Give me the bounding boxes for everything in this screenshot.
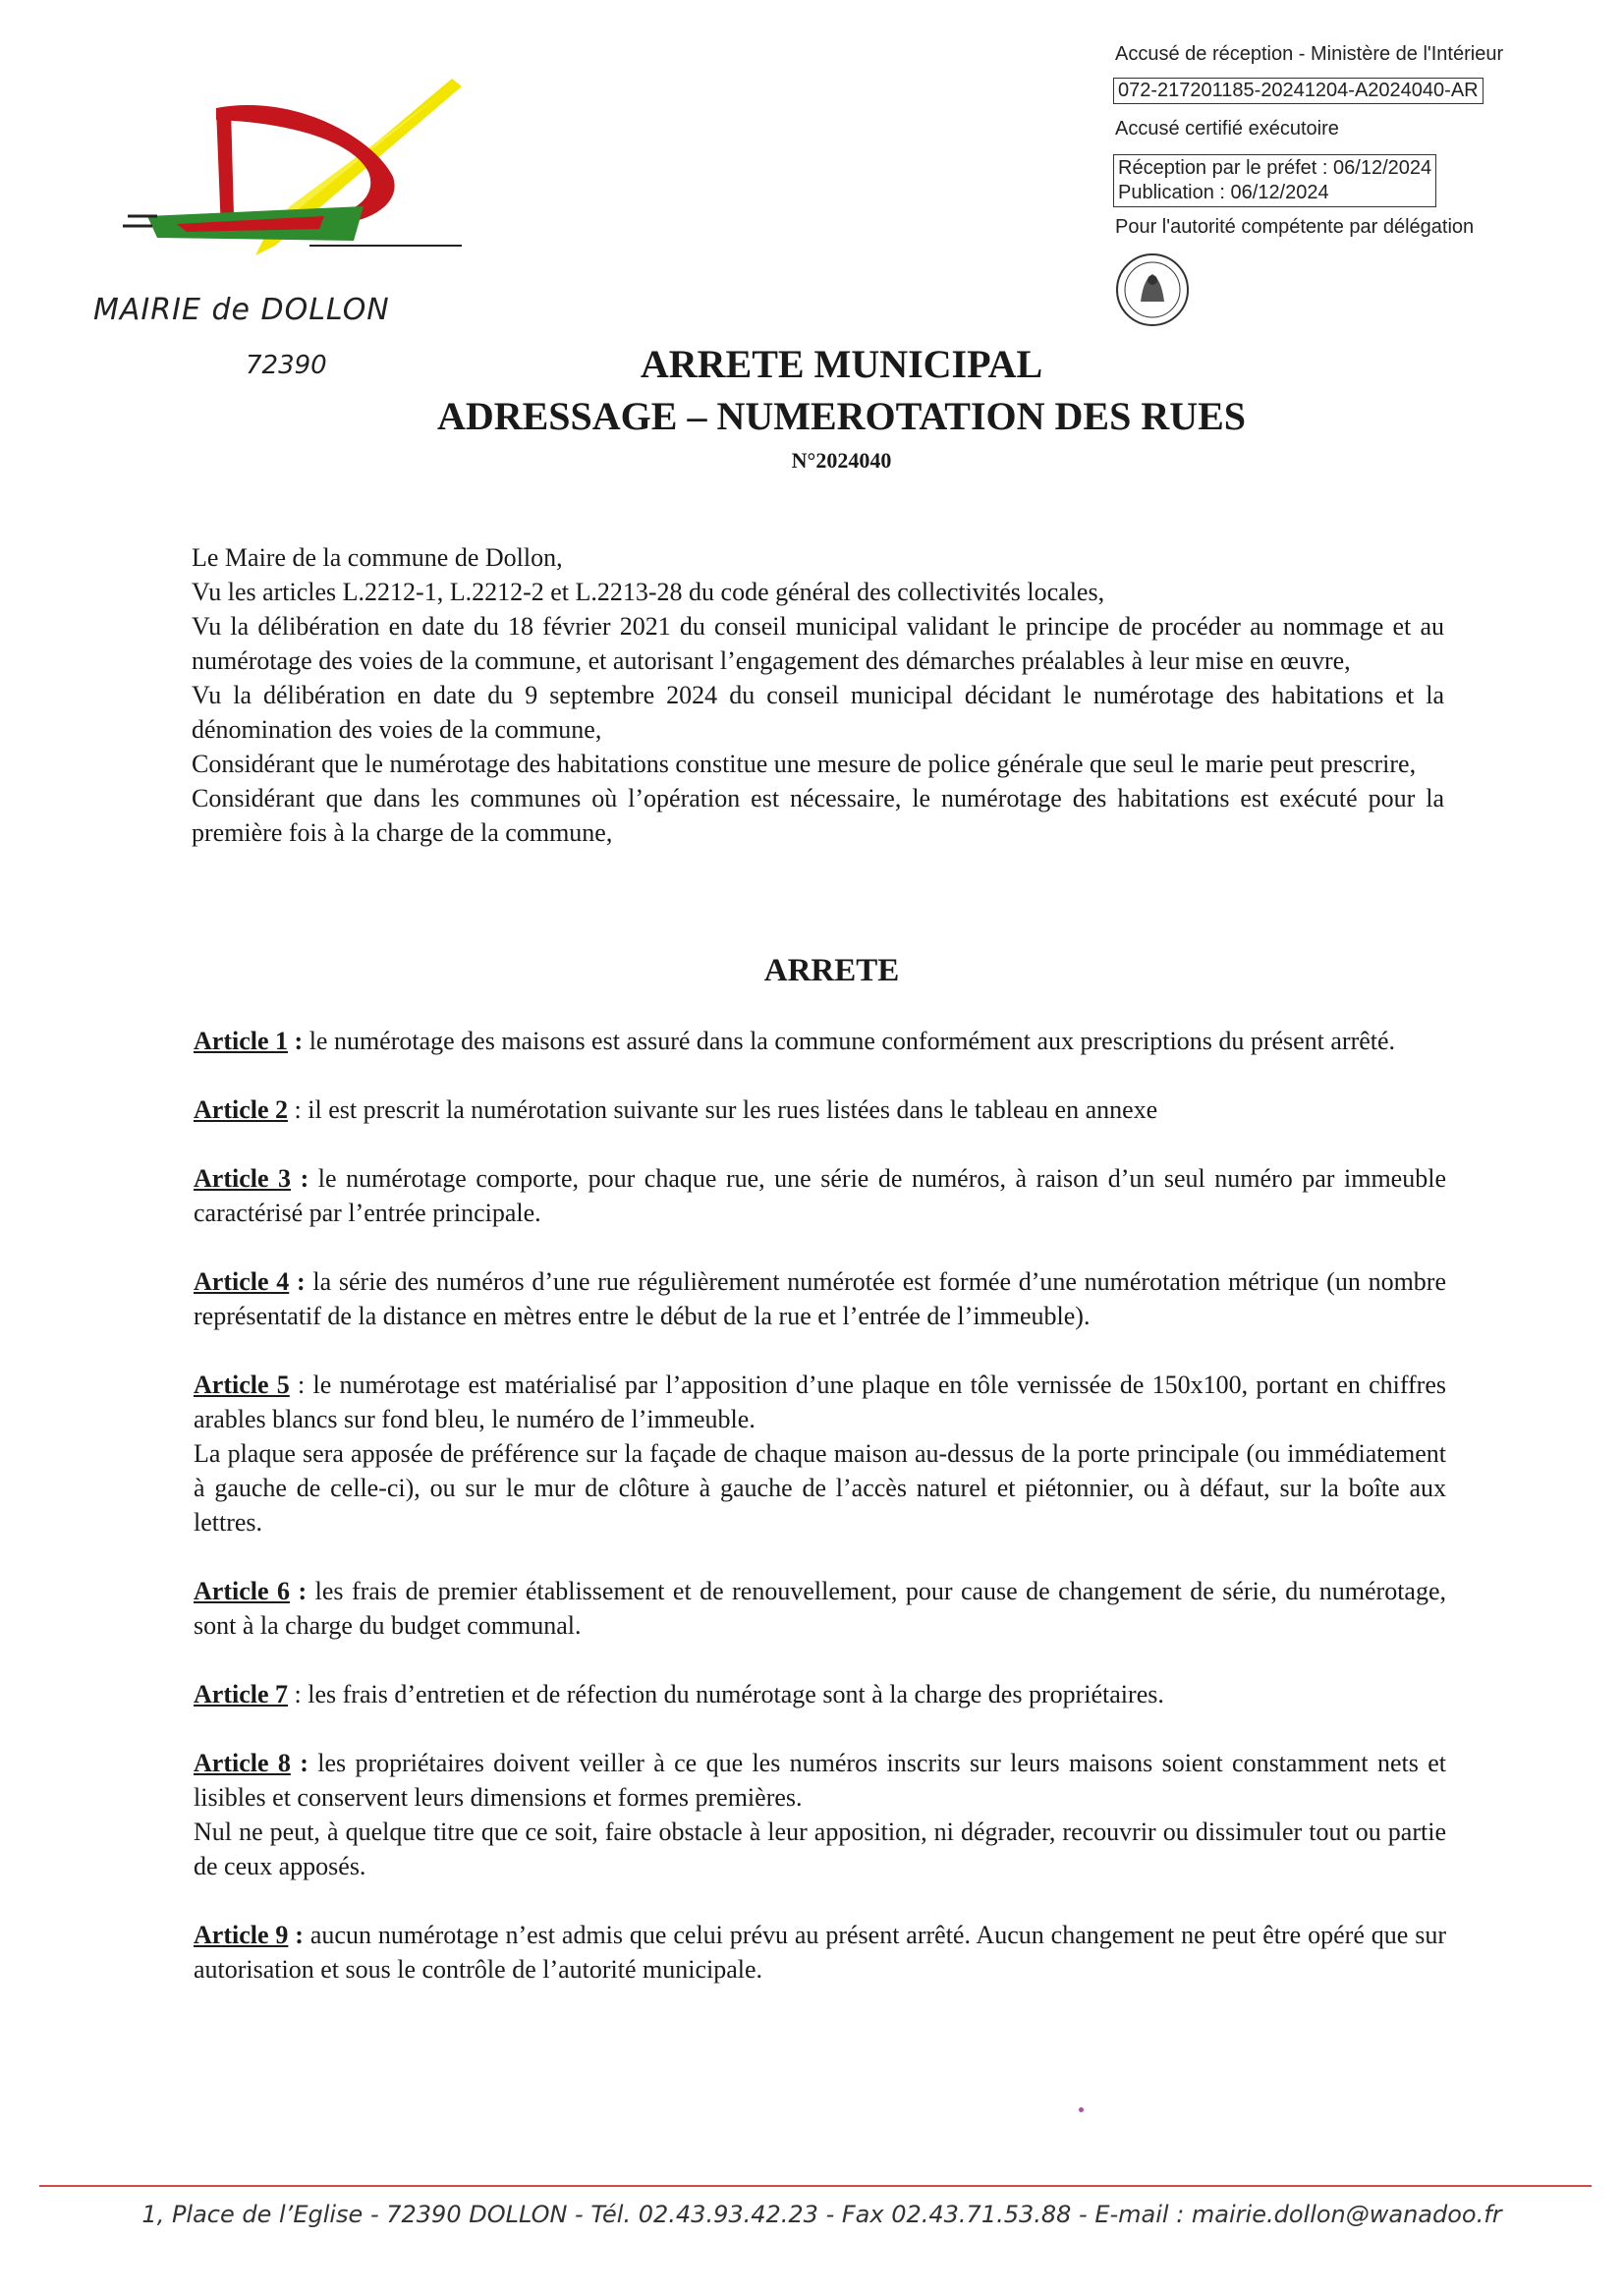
article-text: les frais de premier établissement et de renouvellement, pour cause de changement de série, du numérotage, sont à la charge du budget communal. (194, 1577, 1446, 1640)
footer-divider (39, 2185, 1592, 2187)
preamble-line: Considérant que le numérotage des habitations constitue une mesure de police générale que seul le marie peut prescrire, (192, 750, 1417, 778)
article-label: Article 6 (194, 1577, 290, 1605)
article-3: Article 3 : le numérotage comporte, pour chaque rue, une série de numéros, à raison d’un seul numéro par immeuble caractérisé par l’entrée principale. (194, 1164, 1446, 1227)
article-text: le numérotage est matérialisé par l’apposition d’une plaque en tôle vernissée de 150x100, portant en chiffres arables blancs sur fond bleu, le numéro de l’immeuble. (194, 1371, 1446, 1433)
article-label: Article 8 (194, 1749, 291, 1777)
article-text: le numérotage des maisons est assuré dans la commune conformément aux prescriptions du présent arrêté. (308, 1027, 1396, 1055)
article-text: le numérotage comporte, pour chaque rue, une série de numéros, à raison d’un seul numéro par immeuble caractérisé par l’entrée principale. (194, 1164, 1446, 1227)
republic-seal-icon (1113, 251, 1192, 329)
ink-dot (1079, 2107, 1084, 2112)
document-title: ARRETE MUNICIPAL (640, 342, 1043, 386)
article-label: Article 1 (194, 1027, 289, 1055)
stamp-reception-date: Réception par le préfet : 06/12/2024 (1118, 157, 1432, 179)
preamble-line: Le Maire de la commune de Dollon, (192, 543, 563, 572)
preamble (192, 540, 1444, 850)
article-label: Article 2 (194, 1095, 289, 1124)
article-label: Article 3 (194, 1164, 292, 1193)
article-text: La plaque sera apposée de préférence sur la façade de chaque maison au-dessus de la porte principale (ou immédiatement à gauche de celle-ci), ou sur le mur de clôture à gauche de l’accès naturel et piétonnier, ou à défaut, sur la boîte aux lettres. (194, 1439, 1446, 1537)
stamp-dates-box (1113, 154, 1436, 207)
article-1: Article 1 : le numérotage des maisons est assuré dans la commune conformément aux prescriptions du présent arrêté. (194, 1027, 1396, 1055)
article-text: les propriétaires doivent veiller à ce que les numéros inscrits sur leurs maisons soient constamment nets et lisibles et conservent leurs dimensions et formes premières. (194, 1749, 1446, 1812)
articles-list (194, 1024, 1446, 2021)
article-8: Article 8 : les propriétaires doivent veiller à ce que les numéros inscrits sur leurs maisons soient constamment nets et lisibles et conservent leurs dimensions et formes premières. Nul ne peut, à quelque titre que ce soit, faire obstacle à leur apposition, ni dégrader, recouvrir ou dissimuler tout ou partie de ceux apposés. (194, 1746, 1446, 1883)
footer-contact: 1, Place de l’Eglise - 72390 DOLLON - Tél. 02.43.93.42.23 - Fax 02.43.71.53.88 - E-mail : mairie.dollon@wanadoo.fr (141, 2201, 1502, 2228)
preamble-line: Considérant que dans les communes où l’opération est nécessaire, le numérotage des habitations est exécuté pour la première fois à la charge de la commune, (192, 784, 1444, 847)
article-text: il est prescrit la numérotation suivante sur les rues listées dans le tableau en annexe (308, 1095, 1158, 1124)
article-text: la série des numéros d’une rue régulièrement numérotée est formée d’une numérotation métrique (un nombre représentatif de la distance en mètres entre le début de la rue et l’entrée de l’immeuble). (194, 1267, 1446, 1330)
preamble-line: Vu les articles L.2212-1, L.2212-2 et L.2213-28 du code général des collectivités locales, (192, 578, 1105, 606)
mairie-postcode: 72390 (246, 351, 327, 380)
article-9: Article 9 : aucun numérotage n’est admis que celui prévu au présent arrêté. Aucun changement ne peut être opéré que sur autorisation et sous le contrôle de l’autorité municipale. (194, 1921, 1446, 1984)
preamble-line: Vu la délibération en date du 9 septembre 2024 du conseil municipal décidant le numérotage des habitations et la dénomination des voies de la commune, (192, 681, 1444, 744)
stamp-certified: Accusé certifié exécutoire (1115, 118, 1339, 140)
article-7: Article 7 : les frais d’entretien et de réfection du numérotage sont à la charge des propriétaires. (194, 1680, 1164, 1708)
document-subtitle: ADRESSAGE – NUMEROTATION DES RUES (436, 394, 1247, 438)
mairie-logo (118, 69, 472, 275)
article-label: Article 5 (194, 1371, 290, 1399)
stamp-authority: Pour l'autorité compétente par délégation (1115, 216, 1475, 238)
article-4: Article 4 : la série des numéros d’une rue régulièrement numérotée est formée d’une numérotation métrique (un nombre représentatif de la distance en mètres entre le début de la rue et l’entrée de l’immeuble). (194, 1267, 1446, 1330)
article-2: Article 2 : il est prescrit la numérotation suivante sur les rues listées dans le tableau en annexe (194, 1095, 1158, 1124)
article-5: Article 5 : le numérotage est matérialisé par l’apposition d’une plaque en tôle vernissée de 150x100, portant en chiffres arables blancs sur fond bleu, le numéro de l’immeuble. La plaque sera apposée de préférence sur la façade de chaque maison au-dessus de la porte principale (ou immédiatement à gauche de celle-ci), ou sur le mur de clôture à gauche de l’accès naturel et piétonnier, ou à défaut, sur la boîte aux lettres. (194, 1368, 1446, 1539)
preamble-line: Vu la délibération en date du 18 février 2021 du conseil municipal validant le principe de procéder au nommage et au numérotage des voies de la commune, et autorisant l’engagement des démarches préalables à leur mise en œuvre, (192, 612, 1444, 675)
mairie-name: MAIRIE de DOLLON (93, 293, 390, 327)
stamp-reference: 072-217201185-20241204-A2024040-AR (1113, 78, 1484, 104)
arrete-heading: ARRETE (763, 953, 900, 988)
stamp-publication-date: Publication : 06/12/2024 (1118, 182, 1329, 203)
article-text: les frais d’entretien et de réfection du numérotage sont à la charge des propriétaires. (308, 1680, 1164, 1708)
article-label: Article 4 (194, 1267, 290, 1296)
article-text: Nul ne peut, à quelque titre que ce soit, faire obstacle à leur apposition, ni dégrader, recouvrir ou dissimuler tout ou partie de ceux apposés. (194, 1818, 1446, 1880)
article-label: Article 9 (194, 1921, 289, 1949)
article-label: Article 7 (194, 1680, 289, 1708)
stamp-receipt-label: Accusé de réception - Ministère de l'Intérieur (1115, 43, 1504, 65)
article-text: aucun numérotage n’est admis que celui prévu au présent arrêté. Aucun changement ne peut être opéré que sur autorisation et sous le contrôle de l’autorité municipale. (194, 1921, 1446, 1984)
document-number: N°2024040 (791, 448, 892, 473)
article-6: Article 6 : les frais de premier établissement et de renouvellement, pour cause de changement de série, du numérotage, sont à la charge du budget communal. (194, 1577, 1446, 1640)
